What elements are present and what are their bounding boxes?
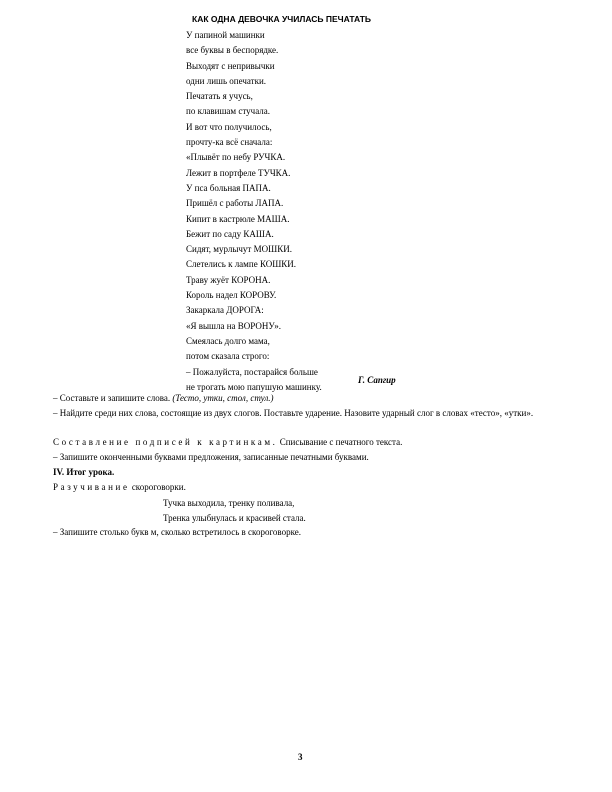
section-heading: IV. Итог урока. (53, 467, 115, 477)
poem-line: Траву жуёт КОРОНА. (186, 274, 271, 285)
poem-line: Король надел КОРОВУ. (186, 290, 277, 301)
poem-line: Слетелись к лампе КОШКИ. (186, 259, 297, 270)
poem-line: И вот что получилось, (186, 121, 272, 132)
task-find-syllables: – Найдите среди них слова, состоящие из двух слогов. Поставьте ударение. Назовите ударный слог в словах «тесто», «утки». (53, 408, 534, 418)
poem-line: Смеялась долго мама, (186, 335, 270, 346)
poem-line: прочту-ка всё сначала: (186, 137, 273, 148)
task-twister-rest: скороговорки. (129, 482, 186, 492)
task-write-sentences: – Запишите оконченными буквами предложения, записанные печатными буквами. (53, 452, 369, 462)
page-title: КАК ОДНА ДЕВОЧКА УЧИЛАСЬ ПЕЧАТАТЬ (192, 14, 372, 24)
task-captions-rest: Списывание с печатного текста. (277, 437, 403, 447)
poem-line: Сидят, мурлычут МОШКИ. (186, 244, 292, 255)
poem-line: «Плывёт по небу РУЧКА. (186, 152, 286, 163)
poem-line: все буквы в беспорядке. (186, 45, 279, 56)
poem-line: одни лишь опечатки. (186, 75, 267, 86)
task-captions-spaced: Составление подписей к картинкам. (53, 437, 278, 447)
page-number: 3 (298, 752, 303, 762)
poem-line: У папиной машинки (186, 30, 265, 40)
twister-line: Тучка выходила, тренку поливала, (163, 498, 295, 508)
poem-line: «Я вышла на ВОРОНУ». (186, 320, 281, 331)
poem-author: Г. Сапгир (358, 375, 396, 385)
poem-line: потом сказала строго: (186, 351, 270, 362)
poem-line: – Пожалуйста, постарайся больше (186, 366, 318, 377)
poem-line: не трогать мою папушую машинку. (186, 381, 322, 392)
task-twister-spaced: Разучивание (53, 482, 130, 492)
poem-line: Печатать я учусь, (186, 91, 253, 102)
poem-line: по клавишам стучала. (186, 106, 271, 117)
tongue-twister (163, 496, 463, 526)
poem-line: Пришёл с работы ЛАПА. (186, 198, 284, 209)
task-learn-twister (37, 481, 577, 494)
poem-line: Выходят с непривычки (186, 60, 275, 71)
task-compose-words (37, 392, 577, 405)
poem-line: Бежит по саду КАША. (186, 228, 274, 239)
twister-line: Тренка улыбнулась и красивей стала. (163, 513, 306, 523)
poem-line: Кипит в кастрюле МАША. (186, 213, 290, 224)
poem-line: У пса больная ПАПА. (186, 182, 271, 193)
task-words-italic: (Тесто, утки, стол, стул.) (172, 393, 274, 403)
task-captions (37, 436, 577, 449)
poem-line: Закаркала ДОРОГА: (186, 305, 264, 316)
task-count-letters: – Запишите столько букв м, сколько встретилось в скороговорке. (53, 527, 302, 537)
poem (186, 28, 446, 395)
task-text: – Составьте и запишите слова. (53, 393, 173, 403)
poem-line: Лежит в портфеле ТУЧКА. (186, 167, 291, 178)
